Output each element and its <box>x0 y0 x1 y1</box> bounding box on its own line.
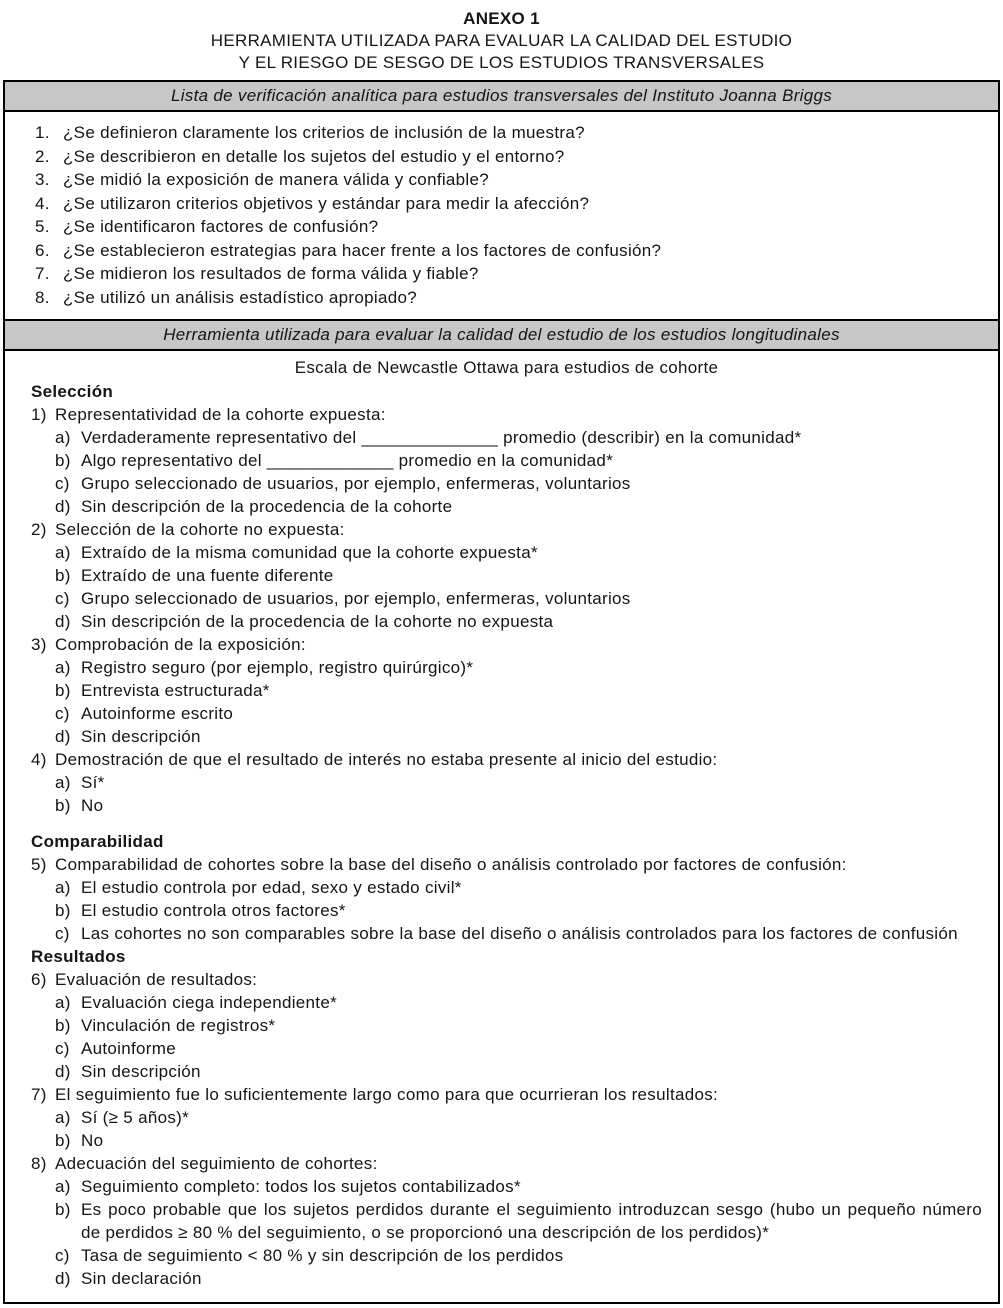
option-letter: a) <box>55 1108 71 1127</box>
checklist-item-text: ¿Se utilizó un análisis estadístico apropiado? <box>63 287 417 307</box>
newcastle-ottawa-section <box>5 351 998 1302</box>
option-text: Algo representativo del _____________ promedio en la comunidad* <box>81 451 614 470</box>
option-letter: a) <box>55 773 71 792</box>
annex-subtitle-line1: HERRAMIENTA UTILIZADA PARA EVALUAR LA CALIDAD DEL ESTUDIO <box>210 31 793 50</box>
annex-title-block <box>0 0 1003 74</box>
question-number: 2) <box>31 520 47 539</box>
question-text: Comparabilidad de cohortes sobre la base del diseño o análisis controlado por factores de confusión: <box>55 855 847 874</box>
nos-group <box>31 945 982 1290</box>
checklist-item-text: ¿Se identificaron factores de confusión? <box>63 217 379 236</box>
option-text: Sin descripción de la procedencia de la cohorte <box>81 497 453 516</box>
option-row <box>31 587 982 610</box>
checklist-item <box>35 239 984 263</box>
option-letter: d) <box>55 497 71 516</box>
checklist-item-text: ¿Se definieron claramente los criterios de inclusión de la muestra? <box>63 123 585 142</box>
option-letter: c) <box>55 1039 70 1058</box>
option-letter: b) <box>55 1200 71 1219</box>
checklist-item-text: ¿Se midió la exposición de manera válida y confiable? <box>63 170 490 189</box>
question-number: 7) <box>31 1085 47 1104</box>
question-row <box>31 518 982 541</box>
checklist-item <box>35 215 984 239</box>
option-letter: b) <box>55 451 71 470</box>
option-letter: c) <box>55 924 70 943</box>
option-row <box>31 876 982 899</box>
option-text: No <box>81 1131 104 1150</box>
checklist-item-text: ¿Se utilizaron criterios objetivos y estándar para medir la afección? <box>63 193 590 213</box>
question-text: Evaluación de resultados: <box>55 970 258 989</box>
scale-title: Escala de Newcastle Ottawa para estudios de cohorte <box>294 358 719 377</box>
option-letter: a) <box>55 993 71 1012</box>
annex-subtitle-line2: Y EL RIESGO DE SESGO DE LOS ESTUDIOS TRANSVERSALES <box>238 53 765 72</box>
option-row <box>31 1129 982 1152</box>
question-number: 3) <box>31 635 47 654</box>
option-text: Vinculación de registros* <box>81 1016 276 1035</box>
option-letter: c) <box>55 1246 70 1265</box>
option-row <box>31 610 982 633</box>
option-row <box>31 656 982 679</box>
option-row <box>31 472 982 495</box>
option-text: Sí* <box>81 773 105 792</box>
option-text: Autoinforme <box>81 1039 176 1058</box>
option-row <box>31 1037 982 1060</box>
option-letter: a) <box>55 543 71 562</box>
option-text: Sin declaración <box>81 1269 202 1288</box>
option-text: Extraído de la misma comunidad que la cohorte expuesta* <box>81 543 538 562</box>
option-letter: b) <box>55 681 71 700</box>
option-text: Grupo seleccionado de usuarios, por ejemplo, enfermeras, voluntarios <box>81 589 631 608</box>
option-letter: d) <box>55 1062 71 1081</box>
option-row <box>31 1106 982 1129</box>
checklist-item-number: 6. <box>35 240 50 260</box>
checklist-item <box>35 286 984 310</box>
option-text: Sí (≥ 5 años)* <box>81 1108 190 1127</box>
option-row <box>31 771 982 794</box>
option-row <box>31 1244 982 1267</box>
checklist-item <box>35 262 984 286</box>
checklist-item-number: 2. <box>35 146 50 166</box>
option-text: Las cohortes no son comparables sobre la base del diseño o análisis controlados para los factores de confusión <box>81 924 958 943</box>
checklist-item-number: 4. <box>35 193 50 213</box>
option-row <box>31 1198 982 1244</box>
question-number: 5) <box>31 855 47 874</box>
option-letter: c) <box>55 589 70 608</box>
question-number: 4) <box>31 750 47 769</box>
checklist-item <box>35 121 984 145</box>
option-letter: d) <box>55 612 71 631</box>
question-row <box>31 403 982 426</box>
option-text: El estudio controla otros factores* <box>81 901 346 920</box>
question-text: Adecuación del seguimiento de cohortes: <box>55 1154 378 1173</box>
question-number: 8) <box>31 1154 47 1173</box>
checklist-item-text: ¿Se describieron en detalle los sujetos del estudio y el entorno? <box>63 146 565 166</box>
option-row <box>31 1014 982 1037</box>
question-row <box>31 633 982 656</box>
checklist-item-text: ¿Se establecieron estrategias para hacer frente a los factores de confusión? <box>63 240 662 260</box>
option-text: Extraído de una fuente diferente <box>81 566 334 585</box>
option-text: Sin descripción <box>81 727 201 746</box>
question-row <box>31 1083 982 1106</box>
checklist-item-number: 8. <box>35 287 50 307</box>
option-row <box>31 426 982 449</box>
option-text: Tasa de seguimiento < 80 % y sin descripción de los perdidos <box>81 1246 564 1265</box>
section1-header-band: Lista de verificación analítica para estudios transversales del Instituto Joanna Briggs <box>5 82 998 112</box>
option-letter: c) <box>55 704 70 723</box>
option-text: Grupo seleccionado de usuarios, por ejemplo, enfermeras, voluntarios <box>81 474 631 493</box>
question-row <box>31 1152 982 1175</box>
annex-title: ANEXO 1 <box>463 9 540 28</box>
option-row <box>31 922 982 945</box>
option-row <box>31 495 982 518</box>
option-letter: a) <box>55 1177 71 1196</box>
evaluation-table <box>3 80 1000 1304</box>
option-text: Autoinforme escrito <box>81 704 234 723</box>
option-letter: b) <box>55 1016 71 1035</box>
option-text: Sin descripción de la procedencia de la cohorte no expuesta <box>81 612 554 631</box>
option-row <box>31 991 982 1014</box>
option-row <box>31 449 982 472</box>
question-row <box>31 748 982 771</box>
nos-group <box>31 830 982 945</box>
option-letter: b) <box>55 796 71 815</box>
question-text: Representatividad de la cohorte expuesta: <box>55 405 386 424</box>
option-row <box>31 725 982 748</box>
option-row <box>31 1175 982 1198</box>
option-text: Sin descripción <box>81 1062 201 1081</box>
option-letter: a) <box>55 658 71 677</box>
question-text: Demostración de que el resultado de interés no estaba presente al inicio del estudio: <box>55 750 718 769</box>
option-text: No <box>81 796 104 815</box>
question-text: Comprobación de la exposición: <box>55 635 306 654</box>
checklist-item-number: 1. <box>35 123 50 142</box>
group-heading: Resultados <box>31 947 126 966</box>
checklist-item <box>35 192 984 216</box>
question-row <box>31 968 982 991</box>
option-letter: c) <box>55 474 70 493</box>
checklist-item-number: 7. <box>35 264 50 283</box>
option-row <box>31 1060 982 1083</box>
question-text: El seguimiento fue lo suficientemente largo como para que ocurrieran los resultados: <box>55 1085 719 1104</box>
option-letter: a) <box>55 428 71 447</box>
group-heading: Selección <box>31 382 114 401</box>
option-text: Seguimiento completo: todos los sujetos contabilizados* <box>81 1177 521 1196</box>
question-number: 1) <box>31 405 47 424</box>
option-row <box>31 899 982 922</box>
question-number: 6) <box>31 970 47 989</box>
option-row <box>31 564 982 587</box>
option-row <box>31 679 982 702</box>
option-row <box>31 702 982 725</box>
question-text: Selección de la cohorte no expuesta: <box>55 520 345 539</box>
question-row <box>31 853 982 876</box>
option-text: Verdaderamente representativo del ______________ promedio (describir) en la comunidad* <box>81 428 802 447</box>
option-row <box>31 541 982 564</box>
checklist-item-number: 5. <box>35 217 50 236</box>
option-text: Es poco probable que los sujetos perdidos durante el seguimiento introduzcan sesgo (hubo un pequeño número de perdidos ≥ 80 % del seguimiento, o se proporcionó una descripción de los perdidos)* <box>81 1200 982 1242</box>
option-text: Evaluación ciega independiente* <box>81 993 337 1012</box>
option-letter: d) <box>55 727 71 746</box>
checklist-item <box>35 145 984 169</box>
option-text: Registro seguro (por ejemplo, registro quirúrgico)* <box>81 658 474 677</box>
checklist-item <box>35 168 984 192</box>
nos-groups <box>31 380 982 1290</box>
group-heading: Comparabilidad <box>31 832 164 851</box>
option-text: Entrevista estructurada* <box>81 681 270 700</box>
checklist-item-text: ¿Se midieron los resultados de forma válida y fiable? <box>63 264 479 283</box>
option-letter: d) <box>55 1269 71 1288</box>
option-row <box>31 794 982 817</box>
option-text: El estudio controla por edad, sexo y estado civil* <box>81 878 462 897</box>
option-letter: b) <box>55 901 71 920</box>
option-letter: b) <box>55 566 71 585</box>
option-letter: a) <box>55 878 71 897</box>
checklist-item-number: 3. <box>35 170 50 189</box>
nos-group <box>31 380 982 817</box>
section2-header-band: Herramienta utilizada para evaluar la calidad del estudio de los estudios longitudinales <box>5 319 998 351</box>
option-row <box>31 1267 982 1290</box>
option-letter: b) <box>55 1131 71 1150</box>
jbi-checklist <box>5 112 998 319</box>
